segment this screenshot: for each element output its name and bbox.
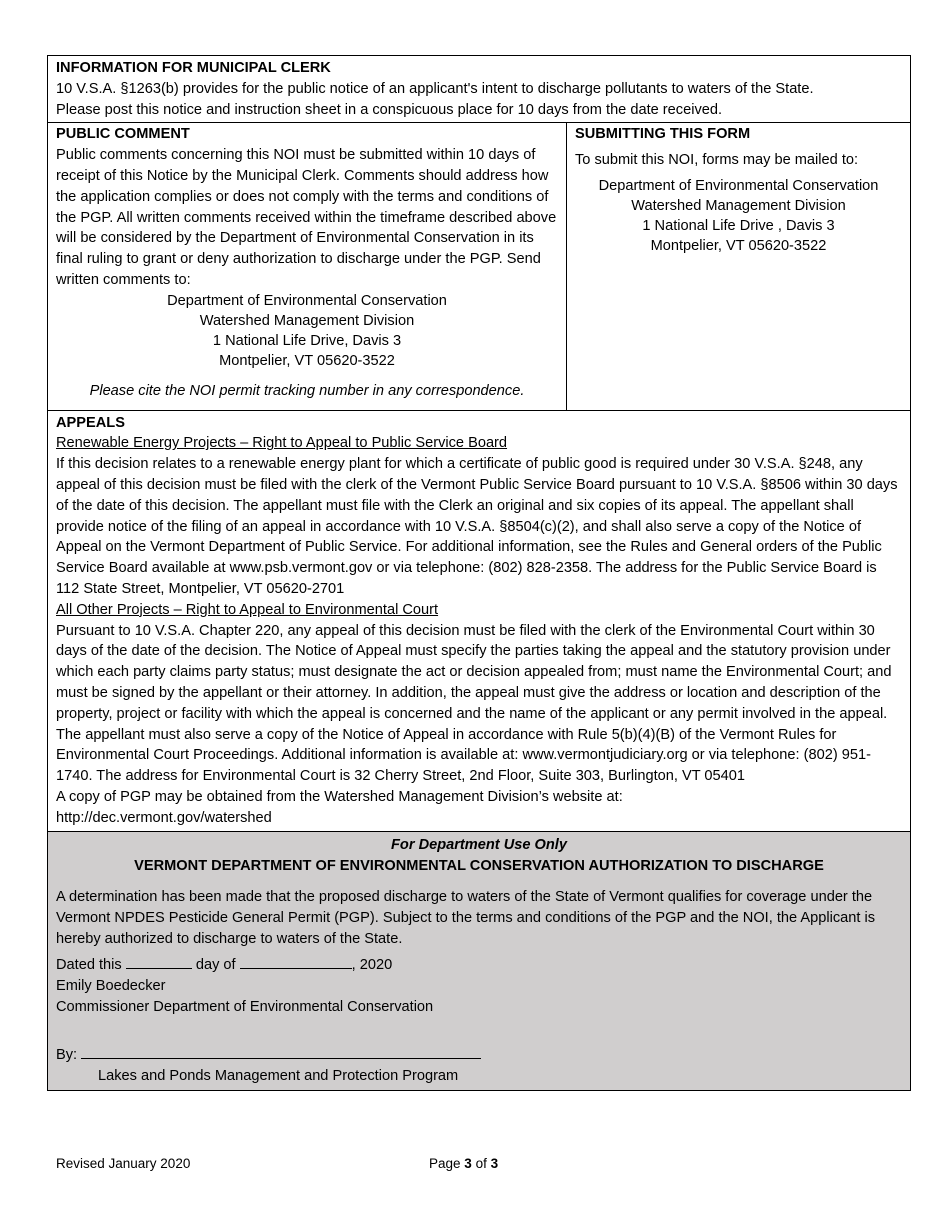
revised-date: Revised January 2020 <box>56 1156 191 1171</box>
renewable-appeal-body: If this decision relates to a renewable energy plant for which a certificate of public good is required under 30 V.S.A. §248, any appeal of this decision must be filed with the clerk of the Vermont Public Service Board pursuant to 10 V.S.A. §8506 within 30 days of the date of this decision. The appellant must file with the Clerk an original and six copies of its appeal. The appellant shall provide notice of the filing of an appeal in accordance with 10 V.S.A. §8504(c)(2), and shall also serve a copy of the Notice of Appeal on the Vermont Department of Public Service. For additional information, see the Rules and General orders of the Public Service Board available at www.psb.vermont.gov or via telephone: (802) 828-2358. The address for the Public Service Board is 112 State Street, Montpelier, VT 05620-2701 <box>56 456 898 597</box>
commissioner-title: Commissioner Department of Environmental Conservation <box>56 999 434 1016</box>
page-word: Page <box>429 1156 461 1171</box>
authorization-body: A determination has been made that the proposed discharge to waters of the State of Vermont qualifies for coverage under the Vermont NPDES Pesticide General Permit (PGP). Subject to the terms and conditions of the PGP and the NOI, the Applicant is hereby authorized to discharge to waters of the State. <box>56 889 876 947</box>
public-comment-address-line: Montpelier, VT 05620-3522 <box>219 352 395 369</box>
submitting-address-line: Watershed Management Division <box>631 197 846 214</box>
appeals-title: APPEALS <box>56 414 125 431</box>
pgp-copy-line: A copy of PGP may be obtained from the Watershed Management Division’s website at: <box>56 788 623 805</box>
page-number <box>429 1154 498 1175</box>
other-appeal-body: Pursuant to 10 V.S.A. Chapter 220, any appeal of this decision must be filed with the clerk of the Environmental Court within 30 days of the date of the decision. The Notice of Appeal must specify the parties taking the appeal and the statutory provision under which each party claims party status; must designate the act or decision appealed from; must name the Environmental Court; and must be signed by the appellant or their attorney. In addition, the appeal must give the address or location and description of the property, project or facility with which the appeal is concerned and the name of the applicant or any permit involved in the appeal. The appellant must also serve a copy of the Notice of Appeal in accordance with Rule 5(b)(4)(B) of the Vermont Rules for Environmental Court Proceedings. Additional information is available at: www.vermontjudiciary.org or via telephone: (802) 951-1740. The address for Environmental Court is 32 Cherry Street, 2nd Floor, Suite 303, Burlington, VT 05401 <box>56 622 892 785</box>
municipal-clerk-title: INFORMATION FOR MUNICIPAL CLERK <box>56 60 331 76</box>
page-of: of <box>475 1156 487 1171</box>
public-comment-title: PUBLIC COMMENT <box>56 126 190 143</box>
appeals-section <box>48 411 910 832</box>
submitting-address-line: Montpelier, VT 05620-3522 <box>650 237 827 254</box>
submitting-form-section <box>567 123 910 409</box>
form-frame <box>47 55 911 1091</box>
public-comment-address-line: 1 National Life Drive, Davis 3 <box>212 332 402 349</box>
program-name: Lakes and Ponds Management and Protection Program <box>98 1067 459 1084</box>
department-use-section <box>48 832 910 1091</box>
other-appeal-heading: All Other Projects – Right to Appeal to Environmental Court <box>56 601 439 618</box>
municipal-clerk-section <box>48 56 910 123</box>
submitting-address-line: Department of Environmental Conservation <box>598 177 879 194</box>
signature-line <box>56 1044 902 1066</box>
watershed-url: http://dec.vermont.gov/watershed <box>56 809 272 826</box>
page-current: 3 <box>464 1156 472 1171</box>
by-label: By: <box>56 1046 78 1063</box>
dated-prefix: Dated this <box>56 957 122 974</box>
comment-submit-row <box>48 123 910 410</box>
submitting-form-intro: To submit this NOI, forms may be mailed to: <box>575 152 859 169</box>
department-use-label: For Department Use Only <box>391 836 567 853</box>
municipal-clerk-line-1: 10 V.S.A. §1263(b) provides for the public notice of an applicant's intent to discharge pollutants to waters of the State. <box>56 80 814 97</box>
public-comment-address-line: Watershed Management Division <box>199 312 415 329</box>
submitting-form-title: SUBMITTING THIS FORM <box>575 126 751 143</box>
submitting-address-line: 1 National Life Drive , Davis 3 <box>642 217 835 234</box>
commissioner-name: Emily Boedecker <box>56 978 166 995</box>
page-total: 3 <box>490 1156 499 1171</box>
signature-input-line[interactable] <box>81 1044 481 1059</box>
public-comment-section <box>48 123 567 409</box>
tracking-number-note: Please cite the NOI permit tracking number in any correspondence. <box>89 382 525 399</box>
month-input-line[interactable] <box>240 954 352 969</box>
renewable-appeal-heading: Renewable Energy Projects – Right to Appeal to Public Service Board <box>56 435 508 452</box>
public-comment-body: Public comments concerning this NOI must be submitted within 10 days of receipt of this Notice by the Municipal Clerk. Comments should address how the application complies or does not comply with the terms and conditions of the PGP. All written comments received within the timeframe described above will be considered by the Department of Environmental Conservation in its final ruling to grant or deny authorization to discharge under the PGP. Send written comments to: <box>56 147 557 288</box>
public-comment-address-line: Department of Environmental Conservation <box>167 292 447 309</box>
dated-line <box>56 954 902 976</box>
authorization-heading: VERMONT DEPARTMENT OF ENVIRONMENTAL CONSERVATION AUTHORIZATION TO DISCHARGE <box>134 858 824 875</box>
day-input-line[interactable] <box>126 954 192 969</box>
municipal-clerk-line-2: Please post this notice and instruction sheet in a conspicuous place for 10 days from the date received. <box>56 101 723 118</box>
day-of-label: day of <box>195 957 236 974</box>
year-label: , 2020 <box>351 957 393 974</box>
